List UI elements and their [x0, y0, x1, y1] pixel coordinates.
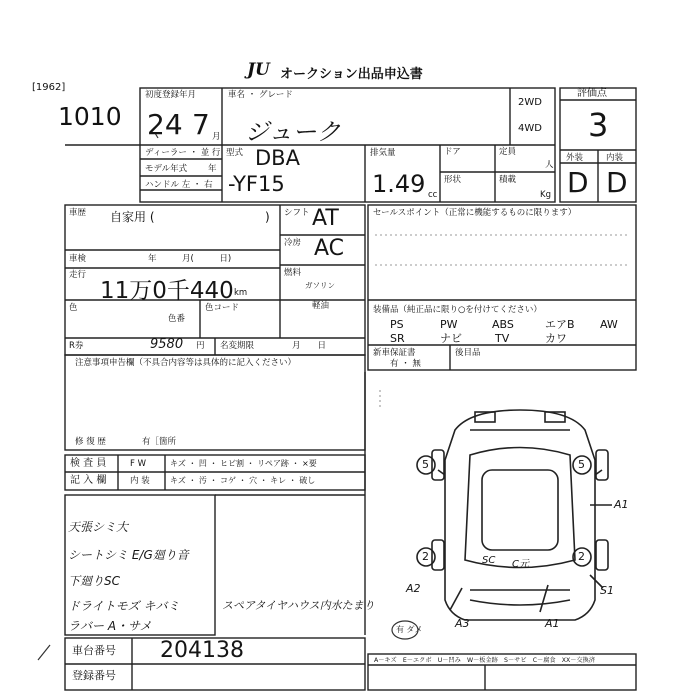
usage-close: ) — [265, 210, 270, 224]
interior-label: 内装 — [606, 153, 624, 163]
entry-label: 記 入 欄 — [70, 475, 107, 486]
equipment-tv: TV — [495, 332, 510, 345]
aircon-label: 冷房 — [284, 238, 302, 248]
mileage-unit: km — [234, 288, 248, 298]
first-reg-year: 24 — [147, 108, 183, 141]
mark-5-right: 5 — [578, 458, 585, 471]
color-label: 色 — [69, 303, 78, 313]
usage-label: 車歴 — [69, 208, 87, 218]
handle-label: ハンドル 左 ・ 右 — [145, 180, 213, 190]
extra-label: 後目品 — [455, 348, 481, 358]
inspection-label: 車検 — [69, 254, 87, 264]
equipment-navi: ナビ — [440, 332, 462, 345]
exterior-label: 外装 — [566, 153, 584, 163]
equipment-aw: AW — [600, 318, 618, 331]
interior-options: キズ ・ 汚 ・ コゲ ・ 穴 ・ キレ ・ 破し — [170, 476, 316, 485]
repair-label: 修 復 歴 — [75, 437, 106, 447]
aircon-value: AC — [314, 236, 345, 261]
usage-value: 自家用 ( — [110, 210, 155, 224]
type-value-1: DBA — [255, 146, 300, 170]
note-line-5: ラバー A・サメ — [68, 619, 152, 633]
fuel-diesel: 軽油 — [312, 301, 330, 311]
shift-value: AT — [312, 206, 339, 231]
equipment-sr: SR — [390, 332, 405, 345]
equipment-pw: PW — [440, 318, 458, 331]
form-code: [1962] — [32, 82, 66, 93]
interior-grade: D — [606, 166, 628, 199]
warranty-value: 有 ・ 無 — [390, 359, 421, 369]
warranty-label: 新車保証書 — [373, 348, 416, 358]
car-name-label: 車名 ・ グレード — [228, 90, 293, 100]
r-ticket-label: R券 — [69, 341, 84, 351]
type-label: 型式 — [226, 148, 244, 158]
load-unit: Kg — [540, 190, 551, 200]
drive-4wd: 4WD — [518, 123, 542, 134]
dealer-label: ディーラー ・ 並 行 — [145, 148, 221, 158]
equipment-abs: ABS — [492, 318, 514, 331]
damage-legend: A－キズ E－エクボ U－凹み W－板金跡 S－サビ C－腐食 XX－交換済 — [374, 657, 596, 664]
first-reg-month-unit: 月 — [212, 132, 221, 142]
load-label: 積載 — [499, 175, 517, 185]
mark-a3: A3 — [455, 617, 470, 630]
displacement-label: 排気量 — [370, 148, 396, 158]
model-year-unit: 年 — [208, 164, 217, 174]
note-line-4: ドライトモズ キバミ — [68, 599, 180, 613]
score-label: 評価点 — [577, 88, 607, 99]
shape-label: 形状 — [444, 175, 462, 185]
mileage-label: 走行 — [69, 270, 87, 280]
fw-options: キズ ・ 凹 ・ ヒビ割 ・ リペア跡 ・ ×要 — [170, 459, 317, 468]
color-no-label: 色番 — [168, 314, 186, 324]
capacity-unit: 人 — [545, 160, 554, 170]
mileage-value: 11万0千440 — [100, 278, 234, 304]
note-line-2: シートシミ E/G廻り音 — [68, 548, 189, 562]
form-title: オークション出品申込書 — [280, 67, 423, 82]
r-ticket-unit: 円 — [196, 341, 205, 351]
note-line-1: 天張シミ大 — [68, 520, 129, 534]
mark-sc: SC — [482, 555, 496, 566]
color-code-label: 色コード — [205, 303, 240, 313]
mark-2-right: 2 — [578, 550, 585, 563]
spare-tire-note: スペアタイヤハウス内水たまり — [222, 599, 375, 612]
door-label: ドア — [444, 147, 461, 157]
name-change-units: 月 日 — [292, 341, 327, 351]
displacement-value: 1.49 — [372, 170, 426, 198]
declaration-label: 注意事項申告欄（不具合内容等は具体的に記入ください） — [75, 358, 297, 368]
equipment-leather: カワ — [545, 332, 567, 345]
exterior-grade: D — [567, 166, 589, 199]
cc-unit: cc — [428, 190, 438, 200]
type-value-2: -YF15 — [228, 172, 285, 196]
first-reg-month: 7 — [192, 108, 210, 141]
note-line-3: 下廻りSC — [68, 574, 120, 588]
car-diagram — [417, 410, 612, 620]
mark-2-left: 2 — [422, 550, 429, 563]
first-reg-label: 初度登録年月 — [145, 90, 197, 100]
inspection-units: 年 月( 日) — [148, 254, 232, 264]
interior-row-label: 内 装 — [130, 476, 150, 486]
mark-yes-dame: 有 ダメ — [396, 625, 423, 634]
logo: JU — [247, 60, 270, 80]
fw-label: F W — [130, 459, 146, 469]
mark-a1-right: A1 — [614, 498, 629, 511]
equipment-ps: PS — [390, 318, 404, 331]
name-change-label: 名変期限 — [220, 341, 255, 351]
mark-a2: A2 — [406, 582, 421, 595]
model-year-label: モデル年式 — [145, 164, 188, 174]
lot-number: 1010 — [58, 102, 122, 131]
r-ticket-value: 9580 — [150, 337, 184, 352]
mark-s1: S1 — [600, 584, 614, 597]
capacity-label: 定員 — [499, 147, 517, 157]
sales-point-label: セールスポイント（正常に機能するものに限ります） — [373, 208, 577, 218]
repair-value: 有［箇所 — [142, 437, 177, 447]
chassis-value: 204138 — [160, 638, 244, 663]
inspector-label: 検 査 員 — [70, 458, 107, 469]
car-name-value: ジューク — [245, 118, 341, 146]
equipment-label: 装備品（純正品に限り○を付けてください） — [373, 305, 542, 315]
mark-5-left: 5 — [422, 458, 429, 471]
mark-a1-bottom: A1 — [545, 617, 560, 630]
reg-number-label: 登録番号 — [72, 669, 116, 682]
fuel-gasoline: ガソリン — [305, 281, 335, 290]
score-value: 3 — [588, 106, 609, 144]
shift-label: シフト — [284, 208, 310, 218]
fuel-label: 燃料 — [284, 268, 302, 278]
drive-2wd: 2WD — [518, 97, 542, 108]
mark-c: C元 — [512, 559, 529, 570]
chassis-label: 車台番号 — [72, 644, 116, 657]
equipment-airbag: エアB — [545, 318, 575, 331]
